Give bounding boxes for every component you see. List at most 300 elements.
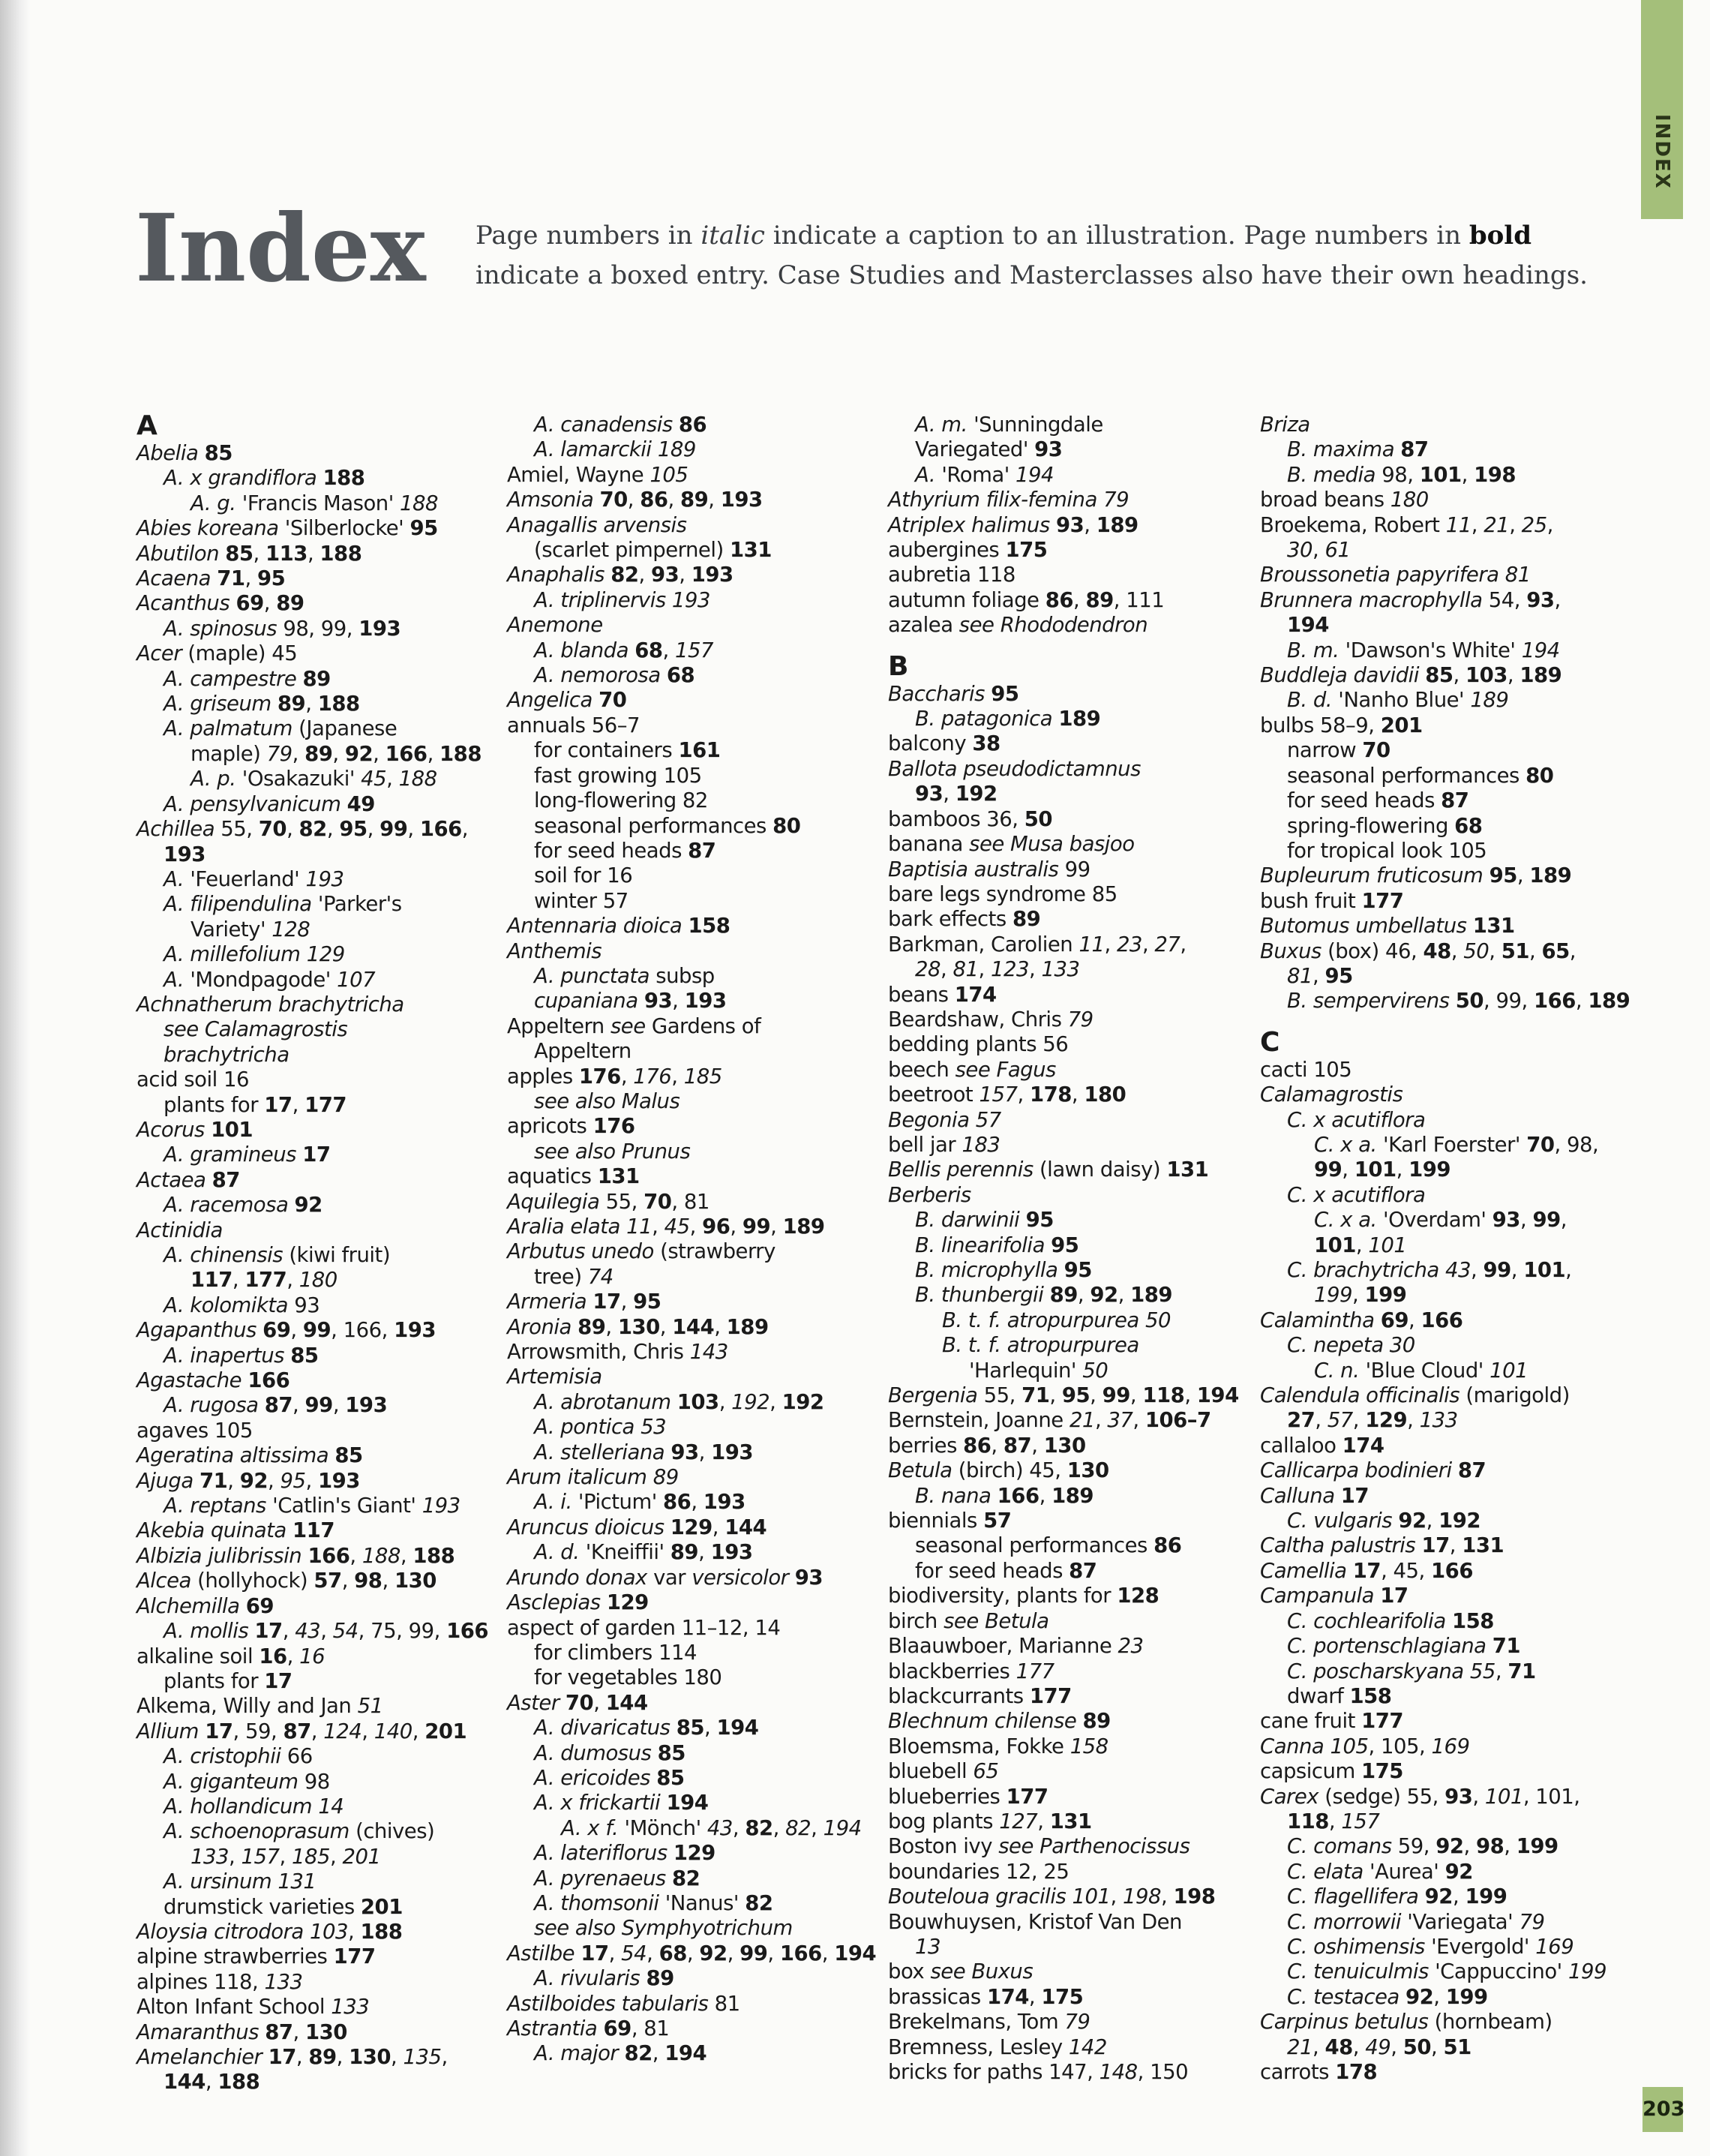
entry-text: 28 [915,957,940,982]
index-entry [136,2020,489,2045]
entry-text: , [991,1433,1004,1458]
entry-text: 129 [670,1515,712,1539]
entry-text: for tropical look 105 [1287,838,1487,863]
entry-text: B. thunbergii [915,1283,1044,1308]
index-entry [888,1258,1240,1283]
entry-text: Blechnum chilense [888,1709,1077,1734]
entry-text: A. x grandiflora [164,466,317,491]
index-entry [507,788,860,813]
entry-text: 96 [702,1215,730,1239]
entry-text [211,566,217,590]
entry-text: 89 [1012,907,1041,932]
entry-text: Actinidia [136,1218,223,1242]
entry-text: Brekelmans, Tom [888,2010,1065,2034]
entry-text: boundaries 12, 25 [888,1859,1070,1884]
entry-text: 87 [1441,788,1469,813]
entry-text: box [888,1959,931,1984]
entry-text: , [305,692,318,716]
entry-text [262,2045,268,2069]
entry-text: long-flowering 82 [534,788,708,813]
entry-text: A. i. [534,1490,572,1515]
index-entry [136,1895,489,1920]
entry-text: 99 [1102,1383,1130,1408]
entry-text: Beardshaw, Chris [888,1007,1068,1031]
index-entry [507,1215,860,1239]
entry-text: , [1184,1383,1197,1408]
index-column-4 [1260,413,1630,2085]
entry-text: A. [164,967,184,992]
entry-text: 70 [565,1690,594,1715]
entry-text: 92 [344,741,374,766]
entry-text: A. mollis [164,1619,249,1644]
entry-text: 189 [657,437,696,462]
entry-text: 17 [268,2045,296,2069]
entry-text: 118 [1287,1809,1329,1833]
entry-text: , [227,1468,240,1493]
index-entry [136,1719,489,1744]
entry-text: 166 [248,1368,290,1393]
entry-text: A. gramineus [164,1143,296,1167]
index-entry [888,907,1240,932]
entry-text: , [1328,1809,1342,1833]
index-entry [888,463,1240,488]
index-entry [507,1616,860,1641]
index-entry [888,1233,1240,1258]
entry-text: 130 [305,2019,347,2044]
entry-text [1415,1533,1421,1557]
entry-text: (strawberry [653,1239,776,1264]
entry-text: C. oshimensis [1287,1934,1425,1959]
entry-text: 166 [308,1543,350,1568]
index-entry [1260,588,1612,613]
entry-text: Briza [1260,413,1310,437]
entry-text: Butomus umbellatus [1260,914,1467,938]
entry-text: brachytricha [164,1042,290,1067]
entry-text: 133 [1419,1408,1458,1433]
entry-text: 51 [1501,938,1529,963]
index-entry [507,1590,860,1615]
entry-text: , [662,638,676,662]
index-entry [136,692,489,716]
entry-text: , 81 [671,1189,710,1214]
entry-text: , [727,1941,740,1965]
entry-text: 177 [304,1092,346,1117]
index-entry [136,1443,489,1468]
entry-text: 193 [317,1468,360,1493]
entry-text: (hollyhock) [190,1569,314,1593]
entry-text: , [1396,1158,1409,1182]
index-entry [507,1140,860,1164]
entry-text: 'Karl Foerster' [1376,1132,1527,1157]
entry-text: C. flagellifera [1287,1884,1419,1909]
entry-text: 129 [306,942,345,967]
index-entry [507,1440,860,1465]
entry-text: Ajuga [136,1468,194,1493]
entry-text: , [646,1941,659,1965]
entry-text: , [627,488,640,512]
entry-text: , 101, [1522,1784,1580,1809]
index-entry [136,617,489,641]
entry-text: 101 [1354,1158,1396,1182]
entry-text [1043,1283,1049,1307]
index-entry [1260,1559,1612,1584]
entry-text: capsicum [1260,1759,1361,1784]
entry-text: 99 [380,817,408,842]
entry-text: 17 [264,1668,292,1693]
entry-text: B. nana [915,1483,992,1508]
entry-text: 23 [1116,932,1142,956]
entry-text: aquatics [507,1164,598,1189]
entry-text: , [407,817,420,842]
entry-text: , [698,1540,711,1565]
index-entry [888,1884,1240,1909]
entry-text: 71 [217,566,245,591]
index-entry [136,1770,489,1794]
entry-text: , [770,1389,782,1414]
entry-text: , [1077,1283,1090,1308]
entry-text: 82 [745,1815,773,1840]
entry-text: 11 [1445,512,1472,537]
index-entry [888,1734,1240,1759]
entry-text: , [1049,1383,1062,1408]
entry-text: for containers [534,738,679,763]
index-entry [507,1390,860,1415]
entry-text [1324,1734,1330,1758]
entry-text: A. griseum [164,692,272,716]
index-entry [888,932,1240,957]
intro-part-2: indicate a caption to an illustration. Page numbers in [764,221,1469,251]
index-entry [507,1716,860,1740]
entry-text: (box) 46, [1321,938,1424,963]
entry-text: 98 [354,1569,382,1593]
entry-text: see Parthenocissus [998,1834,1190,1859]
index-entry [136,1845,489,1869]
entry-text: Abies koreana [136,516,279,541]
entry-text: 89 [1049,1283,1078,1308]
index-entry [507,1816,860,1841]
entry-text: , [767,1941,780,1965]
entry-text: , [350,1543,362,1568]
entry-text: for seed heads [915,1558,1070,1583]
index-entry [888,1007,1240,1032]
index-entry [888,1283,1240,1308]
entry-text: 103 [676,1389,719,1414]
entry-text: 101 [1314,1233,1356,1257]
entry-text: (Japanese [292,716,398,741]
entry-text [288,1193,294,1217]
entry-text: Armeria [507,1290,587,1314]
entry-text [316,466,322,490]
entry-text: 180 [298,1268,338,1293]
entry-text: 30 [1389,1333,1415,1358]
index-entry [1260,1734,1612,1759]
entry-text: see Buxus [930,1959,1034,1984]
entry-text: 13 [915,1934,940,1959]
entry-text: Achnatherum brachytricha [136,992,404,1016]
entry-text [1066,1884,1072,1908]
entry-text: , [1569,938,1576,963]
entry-text: Bellis perennis [888,1158,1034,1182]
entry-text: , 75, 99, [358,1619,447,1644]
entry-text: 188 [320,541,362,566]
entry-text: , [347,1919,361,1944]
index-entry [136,867,489,892]
entry-text: , [341,1569,355,1593]
entry-text: A. schoenoprasum [164,1819,350,1844]
entry-text: 193 [345,1393,388,1418]
index-entry [136,1594,489,1619]
index-entry [1260,488,1612,512]
entry-text: 92 [1436,1834,1464,1859]
entry-text: 70 [599,488,628,512]
entry-text: 89 [670,1540,699,1565]
entry-text: Arrowsmith, Chris [507,1340,690,1365]
index-entry [136,1368,489,1393]
entry-text: C. poscharskyana [1287,1659,1464,1683]
page-title: Index [135,194,426,303]
entry-text: Allium [136,1719,199,1743]
index-entry [136,1819,489,1844]
index-entry [888,1785,1240,1809]
entry-text: , [1565,1258,1572,1282]
entry-text: 87 [212,1167,240,1192]
entry-text: 157 [241,1844,280,1869]
entry-text: 50 [1144,1308,1171,1332]
index-entry [1260,437,1612,462]
entry-text: 68 [666,663,695,688]
index-entry [136,1694,489,1719]
entry-text: , [1507,663,1520,688]
entry-text: , [305,1468,318,1493]
entry-text [1464,1659,1470,1683]
index-entry [136,1419,489,1443]
index-entry [507,1415,860,1440]
entry-text [597,2016,603,2040]
index-entry [1260,1809,1612,1834]
entry-text: for seed heads [534,838,688,863]
entry-text: 194 [1287,613,1329,638]
entry-text: A. campestre [164,666,297,691]
entry-text: 'Blue Cloud' [1359,1358,1490,1383]
entry-text: , [1509,512,1522,537]
entry-text: 193 [710,1540,753,1565]
index-entry [136,2070,489,2094]
entry-text: 57 [983,1509,1012,1533]
entry-text: Aruncus dioicus [507,1515,664,1539]
entry-text [296,1143,302,1167]
index-entry [507,1039,860,1064]
entry-text: 11 [626,1215,652,1239]
entry-text: Carpinus betulus [1260,2010,1429,2034]
entry-text: 95 [339,817,368,842]
entry-text: 98, [1376,462,1420,487]
index-entry [136,1118,489,1143]
index-entry [507,1966,860,1991]
index-entry [136,1243,489,1268]
entry-text [1374,1308,1380,1332]
entry-text: 189 [1588,989,1630,1013]
entry-text: 99 [1483,1258,1511,1282]
entry-text: blueberries [888,1784,1006,1809]
entry-text: annuals 56–7 [507,713,640,737]
entry-text: 117 [292,1518,334,1543]
entry-text: 166 [779,1941,822,1965]
entry-text: , [943,782,956,806]
entry-text: Aloysia citrodora [136,1919,304,1944]
entry-text: , [1472,1784,1485,1809]
entry-text: alpine strawberries [136,1944,334,1969]
entry-text: (marigold) [1460,1383,1570,1408]
index-entry [888,1308,1240,1333]
entry-text: , [1352,1283,1365,1308]
entry-text: 131 [729,538,772,563]
entry-text: , [279,1844,292,1869]
entry-text: Calamintha [1260,1308,1375,1332]
entry-text: Bremness, Lesley [888,2034,1069,2059]
entry-text: 188 [440,741,482,766]
index-entry [888,731,1240,756]
entry-text: A. dumosus [534,1740,652,1765]
entry-text: 188 [412,1543,455,1568]
entry-text: 50 [1455,989,1484,1013]
entry-text: 79 [266,741,292,766]
entry-text: maple) [190,741,267,766]
index-entry [136,2045,489,2070]
entry-text: C. x a. [1314,1132,1377,1157]
entry-text: Acorus [136,1117,205,1142]
index-entry [888,2060,1240,2085]
entry-text: alkaline soil [136,1644,260,1668]
entry-text: , [1510,1258,1524,1282]
index-entry [507,1891,860,1916]
entry-text [560,1691,566,1715]
index-entry [1260,1709,1612,1734]
entry-text: B. linearifolia [915,1233,1045,1257]
entry-text: , [1031,1433,1044,1458]
entry-text: , [336,2045,350,2069]
index-entry [1260,989,1630,1013]
entry-text [1439,1258,1445,1282]
entry-text: , [1161,1884,1174,1909]
entry-text: Anaphalis [507,563,604,587]
entry-text: Carex [1260,1784,1319,1809]
entry-text: 101 [1072,1884,1111,1909]
index-entry [1260,1609,1612,1634]
entry-text: 130 [394,1569,436,1593]
entry-text: 37 [1107,1408,1133,1433]
entry-text: 193 [305,866,344,891]
entry-text: blackcurrants [888,1683,1030,1708]
entry-text: 201 [360,1894,403,1919]
index-entry [507,588,860,613]
entry-text: 95 [1025,1208,1054,1233]
index-entry [507,1164,860,1189]
entry-text: 55 [1469,1659,1496,1683]
entry-text: 'Silberlocke' [278,516,410,541]
entry-text: 148 [1099,2060,1138,2084]
index-entry [1260,1208,1612,1233]
entry-text [1058,1258,1064,1282]
entry-text: C. portenschlagiana [1287,1634,1486,1659]
entry-text: 16 [299,1644,326,1668]
entry-text: A. d. [534,1540,580,1565]
index-entry [136,1093,489,1118]
index-entry [136,641,489,666]
index-entry [507,814,860,839]
entry-text: 177 [1016,1659,1054,1683]
entry-text: see Rhododendron [958,613,1148,638]
entry-text: , [1504,1834,1516,1859]
entry-text: C. morrowii [1287,1909,1402,1934]
index-entry [888,807,1240,832]
index-entry [1260,1408,1612,1433]
entry-text: 194 [834,1941,877,1965]
entry-text: 189 [1058,707,1101,731]
entry-text: 158 [1349,1683,1392,1708]
index-entry [888,1333,1240,1358]
index-entry [507,513,860,538]
entry-text: 101 [1490,1358,1528,1383]
entry-text: C. n. [1314,1358,1360,1383]
entry-text: 69 [603,2016,632,2040]
entry-text: A. millefolium [164,942,301,967]
entry-text: 74 [587,1264,614,1289]
entry-text: A. filipendulina [164,892,312,917]
index-entry [507,1540,860,1565]
entry-text: 174 [986,1984,1029,2009]
entry-text: , [1408,1308,1421,1332]
index-entry [507,2041,860,2066]
index-entry [888,1032,1240,1057]
entry-text: soil for 16 [534,863,633,888]
entry-text: see Betula [944,1608,1049,1633]
entry-text: , [253,541,266,566]
entry-text: 166 [1533,989,1576,1013]
entry-text [1097,488,1103,512]
entry-text: 143 [689,1340,728,1365]
entry-text: berries [888,1433,964,1458]
index-entry [507,1265,860,1290]
index-entry [507,688,860,713]
entry-text: 50 [1463,938,1490,963]
entry-text: 95 [1061,1383,1090,1408]
entry-text: for climbers 114 [534,1640,697,1665]
entry-text: cane fruit [1260,1709,1362,1734]
index-entry [888,413,1240,437]
entry-text: A. spinosus [164,616,278,641]
entry-text: 189 [1470,688,1509,713]
entry-text: 177 [333,1944,376,1969]
entry-text: , [1463,1834,1477,1859]
entry-text: see also Symphyotrichum [534,1916,793,1941]
entry-text: Atriplex halimus [888,512,1050,537]
entry-text: 193 [691,563,734,587]
entry-text: 17 [1340,1483,1370,1508]
entry-text: 189 [1052,1483,1094,1508]
entry-text: 54, [1482,587,1527,612]
index-entry [1260,1158,1612,1182]
entry-text: 'Catlin's Giant' [266,1494,422,1518]
entry-text: (chives) [349,1819,435,1844]
index-entry [888,1759,1240,1784]
entry-text [1486,1634,1492,1658]
entry-text: A. giganteum [164,1769,298,1794]
index-entry [1260,538,1612,563]
entry-text: 92 [239,1468,268,1493]
entry-text: dwarf [1287,1683,1350,1708]
entry-text: , 99, [1484,989,1534,1013]
entry-text: 185 [291,1844,330,1869]
